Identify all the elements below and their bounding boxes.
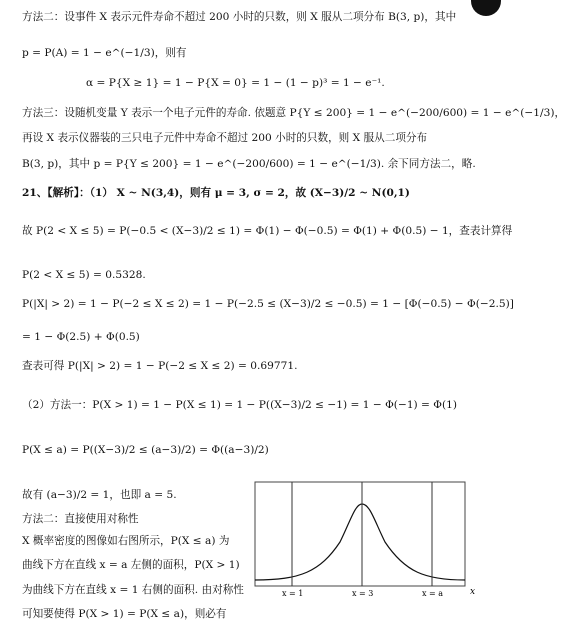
text-line: 方法二：设事件 X 表示元件寿命不超过 200 小时的只数，则 X 服从二项分布 B(3, p)，其中 bbox=[22, 11, 457, 23]
text-line: 故 P(2 < X ≤ 5) = P(−0.5 < (X−3)/2 ≤ 1) = Φ(1) − Φ(−0.5) = Φ(1) + Φ(0.5) − 1，查表计算得 bbox=[22, 225, 513, 237]
text-line: 方法三：设随机变量 Y 表示一个电子元件的寿命. 依题意 P{Y ≤ 200} = 1 − e^(−200/600) = 1 − e^(−1/3)， bbox=[22, 107, 565, 119]
text-line: P(|X| > 2) = 1 − P(−2 ≤ X ≤ 2) = 1 − P(−2.5 ≤ (X−3)/2 ≤ −0.5) = 1 − [Φ(−0.5) − Φ(−2.5)] bbox=[22, 298, 514, 310]
text-line: 故有 (a−3)/2 = 1，也即 a = 5. bbox=[22, 489, 177, 501]
corner-decoration bbox=[471, 0, 501, 16]
text-line: P(X ≤ a) = P((X−3)/2 ≤ (a−3)/2) = Φ((a−3)/2) bbox=[22, 444, 269, 456]
text-line: P(2 < X ≤ 5) = 0.5328. bbox=[22, 269, 146, 281]
text-line: 方法二：直接使用对称性 bbox=[22, 513, 139, 525]
text-line: p = P(A) = 1 − e^(−1/3)，则有 bbox=[22, 47, 187, 59]
text-line: 可知要使得 P(X > 1) = P(X ≤ a)，则必有 bbox=[22, 608, 227, 620]
label-xa: x = a bbox=[422, 589, 444, 598]
text-line: α = P{X ≥ 1} = 1 − P{X = 0} = 1 − (1 − p)³ = 1 − e⁻¹. bbox=[86, 77, 385, 89]
section-heading: 21、【解析】：（1） X ~ N(3,4)，则有 μ = 3, σ = 2，故 (X−3)/2 ~ N(0,1) bbox=[22, 187, 410, 199]
text-line: = 1 − Φ(2.5) + Φ(0.5) bbox=[22, 331, 140, 343]
axis-label-x: x bbox=[470, 587, 476, 597]
text-line: 曲线下方在直线 x = a 左侧的面积，P(X > 1) bbox=[22, 559, 240, 571]
text-line: 为曲线下方在直线 x = 1 右侧的面积. 由对称性 bbox=[22, 584, 244, 596]
text-line: B(3, p)，其中 p = P{Y ≤ 200} = 1 − e^(−200/600) = 1 − e^(−1/3). 余下同方法二，略. bbox=[22, 158, 476, 170]
label-x1: x = 1 bbox=[282, 589, 304, 598]
normal-density-figure bbox=[250, 482, 480, 602]
label-x3: x = 3 bbox=[352, 589, 374, 598]
text-line: 再设 X 表示仪器装的三只电子元件中寿命不超过 200 小时的只数，则 X 服从二项分布 bbox=[22, 132, 428, 144]
text-line: 查表可得 P(|X| > 2) = 1 − P(−2 ≤ X ≤ 2) = 0.69771. bbox=[22, 360, 298, 372]
text-line: （2）方法一：P(X > 1) = 1 − P(X ≤ 1) = 1 − P((X−3)/2 ≤ −1) = 1 − Φ(−1) = Φ(1) bbox=[22, 399, 457, 411]
figure-frame bbox=[255, 482, 465, 586]
text-line: X 概率密度的图像如右图所示，P(X ≤ a) 为 bbox=[22, 535, 230, 547]
normal-curve bbox=[255, 504, 465, 580]
